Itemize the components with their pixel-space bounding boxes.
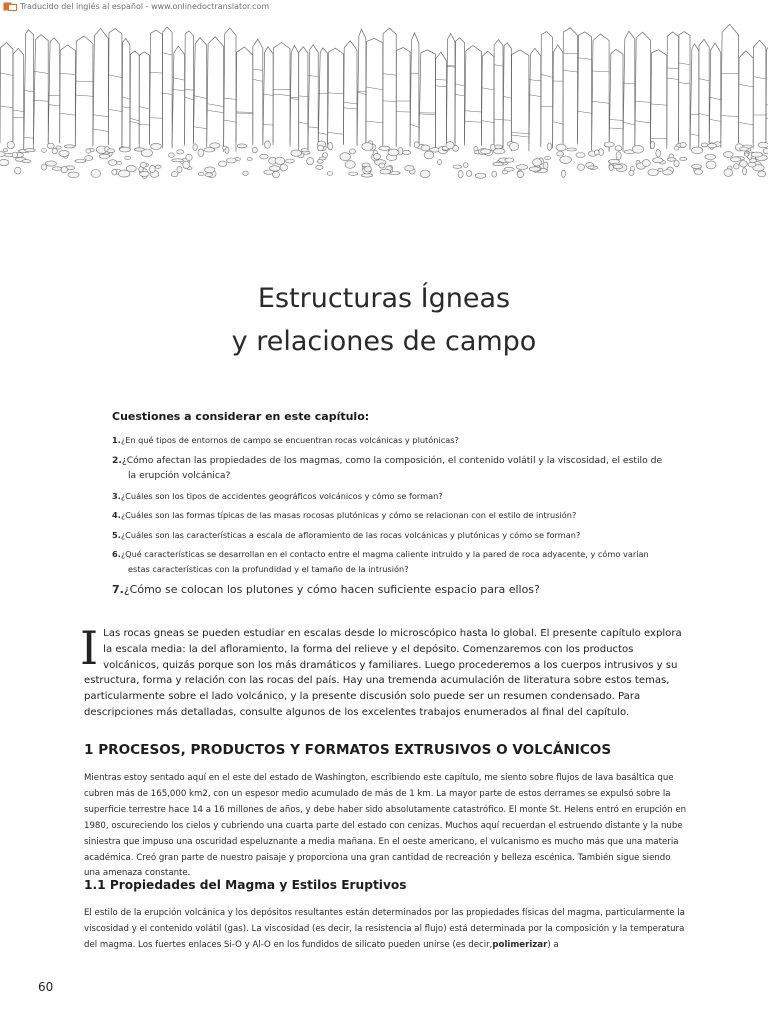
bold-term: polimerizar — [492, 940, 548, 950]
chapter-questions — [112, 410, 672, 603]
question-item: 7.¿Cómo se colocan los plutones y cómo hacen suficiente espacio para ellos? — [112, 583, 540, 596]
questions-heading: Cuestiones a considerar en este capítulo: — [112, 410, 370, 423]
section1-1-paragraph: El estilo de la erupción volcánica y los depósitos resultantes están determinados por las propiedades físicas del magma, particularmente la viscosidad y el contenido volátil (gas). La viscosidad (es decir, la resistencia al flujo) está determinada por la composición y la temperatura del magma. Los fuertes enlaces Si-O y Al-O en los fundidos de silicato pueden unirse (es decir,polimerizar) a — [84, 908, 685, 950]
translator-icon — [3, 2, 17, 11]
question-item: 1.¿En qué tipos de entornos de campo se encuentran rocas volcánicas y plutónicas? — [112, 435, 459, 445]
page-number: 60 — [38, 980, 54, 994]
translator-banner[interactable] — [0, 0, 269, 12]
translator-banner-text: Traducido del inglés al español - www.onlinedoctranslator.com — [20, 1, 270, 11]
intro-text: Las rocas gneas se pueden estudiar en escalas desde lo microscópico hasta lo global. El presente capítulo explora la escala media: la del afloramiento, la forma del relieve y el depósito. Comenzaremos con los productos volcánicos, quizás porque son los más dramáticos y familiares. Luego procederemos a los cuerpos intrusivos y su estructura, forma y relación con las rocas del país. Hay una tremenda acumulación de literatura sobre estos temas, particularmente sobre el lado volcánico, y la presente discusión solo puede ser un resumen condensado. Para descripciones más detalladas, consulte algunos de los excelentes trabajos enumerados al final del capítulo. — [84, 628, 682, 718]
question-item: 3.¿Cuáles son los tipos de accidentes geográficos volcánicos y cómo se forman? — [112, 490, 443, 501]
chapter-title-line1: Estructuras Ígneas — [257, 283, 511, 314]
drop-cap: I — [80, 621, 99, 675]
section-heading-1: 1 PROCESOS, PRODUCTOS Y FORMATOS EXTRUSIVOS O VOLCÁNICOS — [84, 742, 612, 758]
chapter-title-line2: y relaciones de campo — [231, 326, 537, 357]
subsection-heading-1-1: 1.1 Propiedades del Magma y Estilos Eruptivos — [84, 878, 407, 892]
basalt-columns-illustration — [0, 14, 768, 184]
question-item: 6.¿Qué características se desarrollan en el contacto entre el magma caliente intruido y la pared de roca adyacente, y cómo varían estas características con la profundidad y el tamaño de la intrusión? — [112, 549, 649, 574]
section1-paragraph: Mientras estoy sentado aquí en el este del estado de Washington, escribiendo este capítulo, me siento sobre flujos de lava basáltica que cubren más de 165,000 km2, con un espesor medio acumulado de más de 1 km. La mayor parte de estos derrames se expulsó sobre la superficie terrestre hace 14 a 16 millones de años, y debe haber sido absolutamente catastrófico. El monte St. Helens entró en erupción en 1980, oscureciendo los cielos y cubriendo una cuarta parte del estado con cenizas. Muchos aquí recuerdan el estruendo distante y la nube siniestra que impuso una oscuridad espeluznante a media mañana. En el oeste americano, el vulcanismo es mucho más que una materia académica. Creó gran parte de nuestro paisaje y proporciona una gran cantidad de recreación y belleza escénica. También sigue siendo una amenaza constante. — [84, 773, 687, 879]
intro-paragraph — [80, 621, 688, 721]
question-item: 5.¿Cuáles son las características a escala de afloramiento de las rocas volcánicas y plutónicas y cómo se forman? — [112, 529, 581, 540]
question-item: 4.¿Cuáles son las formas típicas de las masas rocosas plutónicas y cómo se relacionan con el estilo de intrusión? — [112, 510, 577, 520]
question-item: 2.¿Cómo afectan las propiedades de los magmas, como la composición, el contenido volátil y la viscosidad, el estilo de la erupción volcánica? — [112, 454, 663, 481]
